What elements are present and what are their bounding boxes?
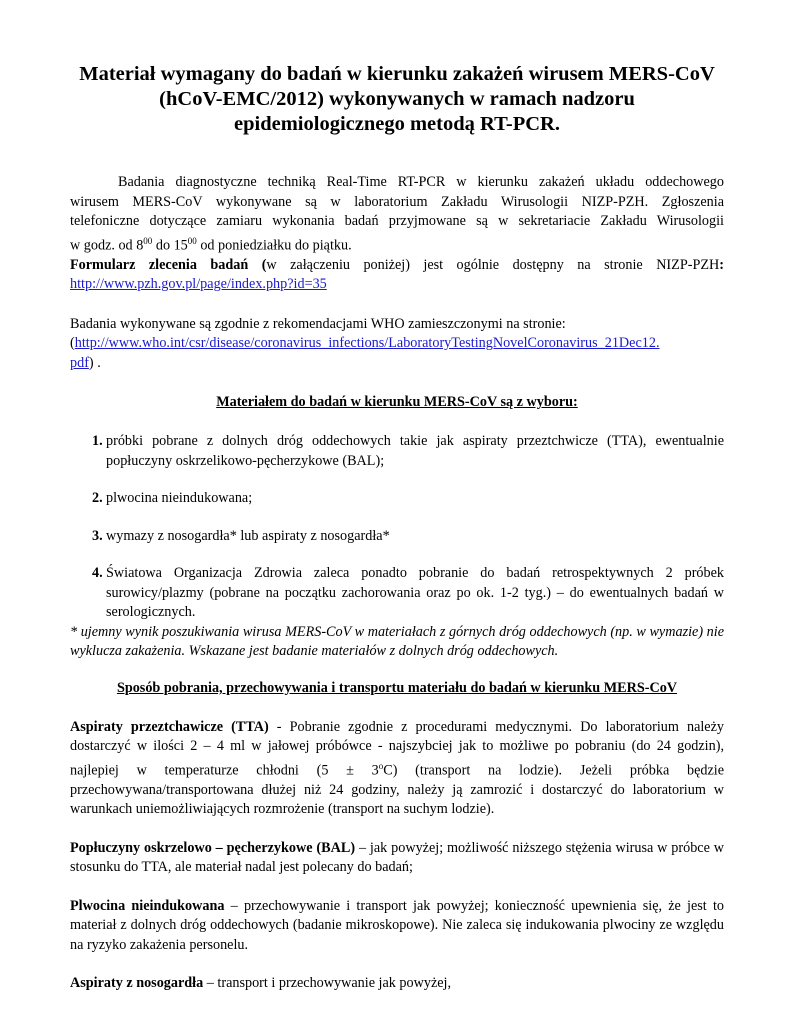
title-line-3: epidemiologicznego metodą RT-PCR. xyxy=(234,113,560,135)
list-item-number: 2. xyxy=(92,490,103,507)
title-line-2: (hCoV-EMC/2012) wykonywanych w ramach nadzoru xyxy=(159,88,635,110)
tta-text-2: C) (transport na lodzie). Jeżeli próbka będzie przechowywana/transportowana dłużej niż 24 godziny, należy ją zamrozić i dostarczyć do laboratorium w warunkach uniemożliwiających rozmrożenie (transport na suchym lodzie). xyxy=(70,762,724,818)
list-item-number: 4. xyxy=(92,565,103,582)
bal-label: Popłuczyny oskrzelowo – pęcherzykowe (BAL) xyxy=(70,839,356,856)
nasopharynx-label: Aspiraty z nosogardła xyxy=(70,975,204,992)
materials-heading: Materiałem do badań w kierunku MERS-CoV są z wyboru: xyxy=(216,394,578,411)
hours-suffix: od poniedziałku do piątku. xyxy=(196,237,352,254)
who-line-1: Badania wykonywane są zgodnie z rekomendacjami WHO zamieszczonymi na stronie: xyxy=(70,315,566,332)
intro-line-3: telefoniczne dotyczące zamiaru wykonania badań przyjmowane są w sekretariacie Zakładu Wirusologii xyxy=(70,213,724,229)
sputum-label: Plwocina nieindukowana xyxy=(70,897,225,914)
intro-hours xyxy=(70,232,724,256)
list-item xyxy=(92,564,724,623)
form-text: w załączeniu poniżej) jest ogólnie dostępny na stronie NIZP-PZH xyxy=(266,256,720,273)
who-link[interactable]: http://www.who.int/csr/disease/coronavirus_infections/LaboratoryTestingNovelCoronavirus_21Dec12. xyxy=(74,335,660,352)
who-paragraph xyxy=(70,315,724,374)
pzh-form-link[interactable]: http://www.pzh.gov.pl/page/index.php?id=35 xyxy=(70,276,327,293)
bal-paragraph xyxy=(70,839,724,878)
tta-paragraph xyxy=(70,718,724,820)
bal-text: – jak powyżej; możliwość niższego stężenia wirusa w próbce w stosunku do TTA, ale materiał nadal jest polecany do badań; xyxy=(70,839,725,876)
tta-degree: o xyxy=(378,760,384,771)
form-label: Formularz zlecenia badań ( xyxy=(70,256,267,273)
list-item xyxy=(92,527,724,547)
sputum-text: – przechowywanie i transport jak powyżej; konieczność upewnienia się, że jest to materiał z dolnych dróg oddechowych (badanie mikroskopowe). Nie zaleca się indukowania plwociny ze względu na ryzyko zakażenia personelu. xyxy=(70,897,724,953)
who-close: ) . xyxy=(88,354,101,371)
list-item-text: Światowa Organizacja Zdrowia zaleca ponadto pobranie do badań retrospektywnych 2 próbek surowicy/plazmy (pobrane na początku zachorowania oraz po ok. 1-2 tyg.) – do ewentualnych badań w serologicznych. xyxy=(106,565,724,621)
intro-paragraph xyxy=(70,173,724,295)
list-item-text: plwocina nieindukowana; xyxy=(106,490,253,507)
footnote: * ujemny wynik poszukiwania wirusa MERS-CoV w materiałach z górnych dróg oddechowych (np. w wymazie) nie wyklucza zakażenia. Wskazane jest badanie materiałów z dolnych dróg oddechowych. xyxy=(70,623,724,659)
form-colon: : xyxy=(719,256,724,273)
hours-mid: do 15 xyxy=(152,237,188,254)
form-line xyxy=(70,256,724,276)
nasopharynx-text: – transport i przechowywanie jak powyżej, xyxy=(203,975,452,992)
title-line-1: Materiał wymagany do badań w kierunku zakażeń wirusem MERS-CoV xyxy=(79,63,715,85)
list-item-text: próbki pobrane z dolnych dróg oddechowych takie jak aspiraty przeztchwicze (TTA), ewentualnie popłuczyny oskrzelikowo-pęcherzykowe (BAL); xyxy=(106,433,724,469)
list-item-text: wymazy z nosogardła* lub aspiraty z nosogardła* xyxy=(106,527,390,544)
sputum-paragraph xyxy=(70,897,724,956)
who-link-continued[interactable]: pdf xyxy=(70,354,89,371)
tta-label: Aspiraty przeztchawicze (TTA) xyxy=(70,718,269,735)
who-open-paren: ( xyxy=(70,335,75,352)
nasopharynx-paragraph xyxy=(70,974,724,994)
list-item-number: 3. xyxy=(92,527,103,544)
hours-sup-1: 00 xyxy=(143,235,153,246)
tta-text: - Pobranie zgodnie z procedurami medycznymi. Do laboratorium należy dostarczyć w ilości 2 – 4 ml w jałowej próbówce - najszybciej jak to możliwe po pobraniu (do 24 godzin), najlepiej w temperaturze chłodni (5 ± 3 xyxy=(70,718,724,779)
list-item-number: 1. xyxy=(92,433,103,450)
intro-line-1: Badania diagnostyczne techniką Real-Time RT-PCR w kierunku zakażeń układu oddechowego xyxy=(118,174,724,190)
intro-line-2: wirusem MERS-CoV wykonywane są w laboratorium Zakładu Wirusologii NIZP-PZH. Zgłoszenia xyxy=(70,193,724,210)
who-link-line xyxy=(70,334,724,354)
list-item xyxy=(92,432,724,471)
materials-list xyxy=(70,432,724,623)
document-page xyxy=(70,62,724,994)
list-item xyxy=(92,489,724,509)
hours-sup-2: 00 xyxy=(187,235,197,246)
document-title xyxy=(70,62,724,137)
transport-heading: Sposób pobrania, przechowywania i transportu materiału do badań w kierunku MERS-CoV xyxy=(116,679,678,696)
hours-prefix: w godz. od 8 xyxy=(70,237,144,254)
